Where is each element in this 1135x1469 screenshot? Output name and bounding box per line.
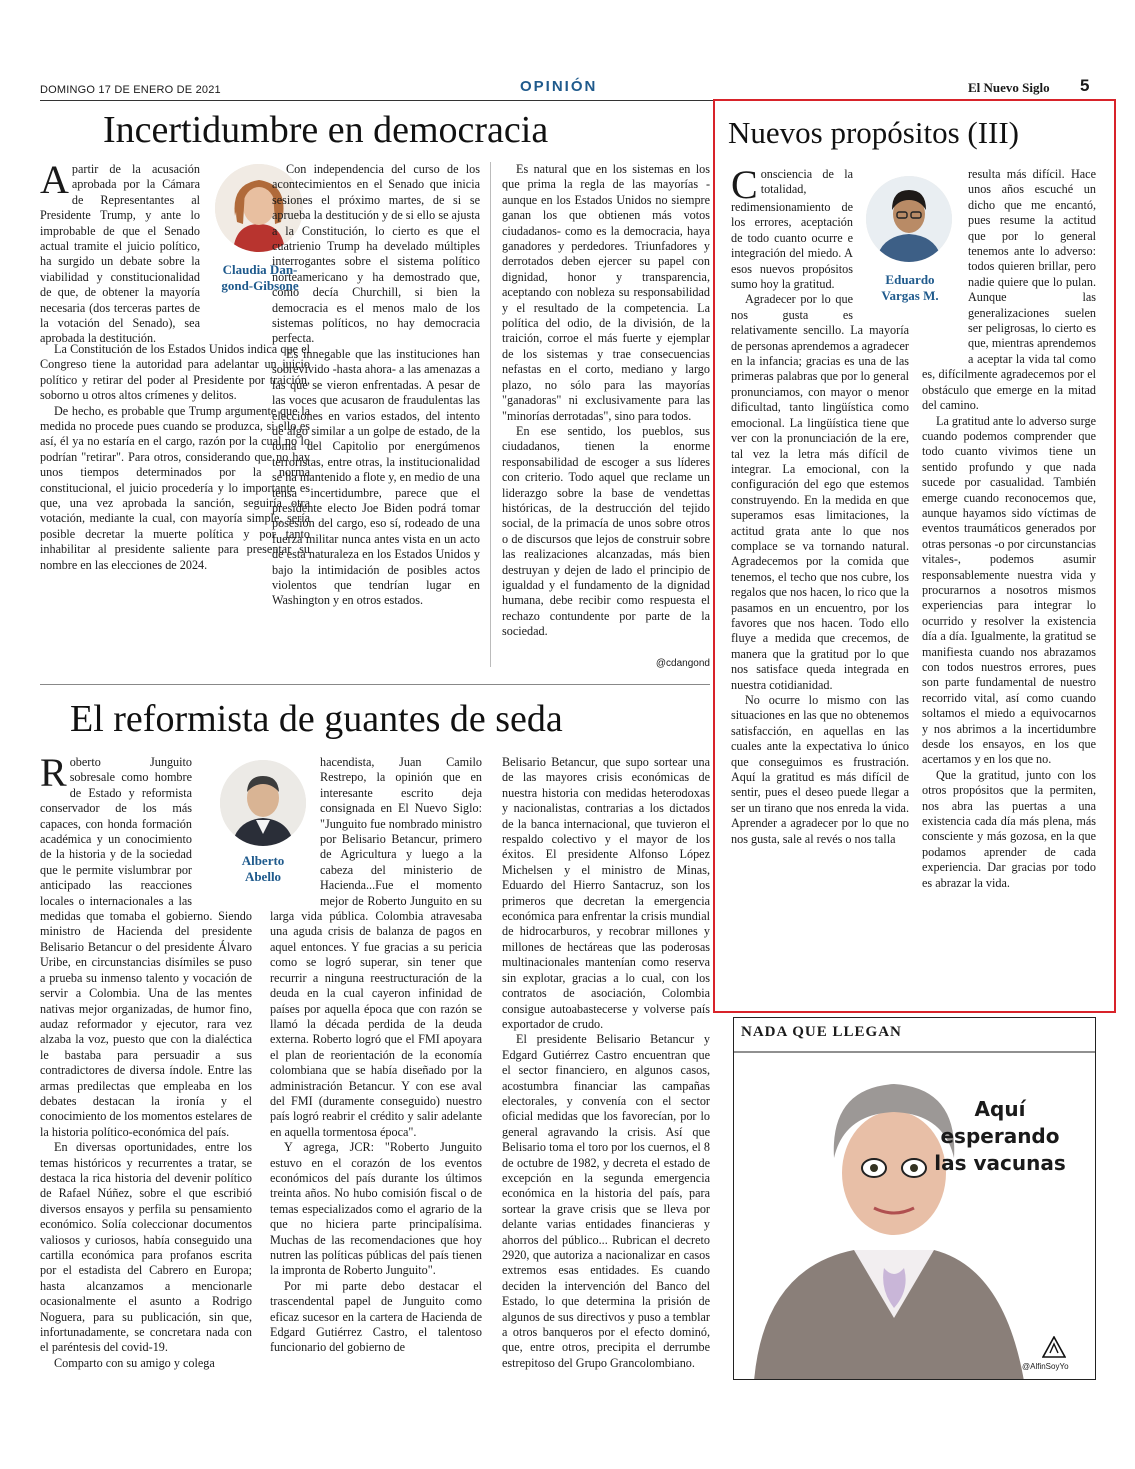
section-name: OPINIÓN xyxy=(520,78,598,95)
article2-col1 xyxy=(40,750,252,1371)
article3-dropcap: C xyxy=(731,162,758,207)
article1-col3-p1: Es natural que en los sistemas en los que prima la regla de las mayorías -aunque en los Estados Unidos no siempre ganan los que obtienen más votos ciudadanos- como es la democracia, haya ganadores y perdedores. Triunfadores y derrotados deben ejercer su papel con dignidad, honor y transparencia, aceptando con nobleza su responsabilidad y el resultado de la competencia. La política del odio, de la división, de la traición, corroe el más fuerte y ejemplar de los sistemas y trae consecuencias nefastas en el corto, mediano y largo plazo, no sólo para las mayorías "ganadoras" ni exclusivamente para las "minorías derrotadas", sino para todos. xyxy=(502,162,710,423)
article1-col1-p2: La Constitución de los Estados Unidos indica que el Congreso tiene la autoridad para adelantar un juicio político y retirar del poder al Presidente por traición, soborno u otros altos crímenes y delitos. xyxy=(40,342,310,403)
cartoonist-logo-icon xyxy=(1042,1336,1066,1358)
article1-col2 xyxy=(272,162,480,609)
article2-col2-p1: hacendista, Juan Camilo Restrepo, la opinión que en interesante escrito deja consignada en El Nuevo Siglo: "Junguito fue nombrado ministro por Belisario Betancur, primero de Agricultura y luego a la cabeza del ministerio de Hacienda...Fue el momento mejor de Roberto Junguito en su larga vida pública. Colombia atravesaba una aguda crisis de balanza de pagos en aquel entonces. Y fue gracias a su pericia como se logró superar, sin tener que recurrir a ninguna reestructuración de la deuda en la cual cayeron infinidad de países por aquella época que con razón se llamó la década perdida de la deuda externa. Roberto logró que el FMI apoyara el plan de reorientación de la economía colombiana que se había diseñado por la administración Betancur. Y con ese aval del FMI (duramente conseguido) nuestro país logró reabrir el crédito y salir adelante en aquella tormentosa época". xyxy=(270,755,482,1139)
article2-col2 xyxy=(270,755,482,1356)
article2-col1-p1: Roberto Junguito sobresale como hombre de Estado y reformista conservador de los más capaces, con honda formación académica y un conocimiento de la historia y de la sociedad que le permite vislumbrar por anticipado las reacciones locales o internacionales a las medidas que tomaba el gobierno. Siendo ministro de Hacienda del presidente Belisario Betancur o del presidente Álvaro Uribe, en circunstancias disímiles se puso a prueba su inmenso talento y vocación de servir a Colombia. Una de las mentes nativas mejor organizadas, de humor fino, audaz reformador y ejecutor, rara vez alzaba la voz, puesto que con la dialéctica le bastaba para persuadir a sus contradictores de diversa índole. Entre las armas predilectas que empleaba en los debates destacan la ironía y el conocimiento de los momentos estelares de la historia político-económica del país. xyxy=(40,750,252,1139)
article3-author: Eduardo Vargas M. xyxy=(881,272,939,303)
article2-col2-p2: Y agrega, JCR: "Roberto Junguito estuvo en el corazón de los eventos económicos del país durante los últimos treinta años. No hubo comisión fiscal o de temas especializados como el agrario de la que no hiciera parte principalísima. Muchas de las recomendaciones que hoy nutren las políticas públicas del país tienen la impronta de Roberto Junguito". xyxy=(270,1140,482,1278)
article2-col1-p3: Comparto con su amigo y colega xyxy=(54,1355,215,1370)
article1-twitter-handle: @cdangond xyxy=(655,658,710,669)
article1-col1-p3: De hecho, es probable que Trump argumente que la medida no procede pues cuando se produzca, si ello es así, él ya no estaría en el cargo, razón por la cual no lo podrían "retirar". Para otros, considerando que no hay unos tiempos determinados por la norma constitucional, el juicio procedería y lo importante es que, una vez aprobada la sanción, seguiría otra votación, mediante la cual, con mayoría simple, sería posible decretar la muerte política y por tanto inhabilitar al presidente saliente para presentar su nombre en las elecciones de 2024. xyxy=(40,403,310,572)
article3-col1-p1: Consciencia de la totalidad, redimensionamiento de los errores, aceptación de todo cuanto ocurre e integración del miedo. A esos nuevos propósitos sumo hoy la gratitud. xyxy=(731,162,853,292)
article2-headline: El reformista de guantes de seda xyxy=(70,698,563,740)
article1-col3-p2: En ese sentido, los pueblos, sus ciudadanos, tienen la enorme responsabilidad de escoger a sus líderes con criterio. Todo aquel que reclame un liderazgo sobre la base de vendettas históricas, de la destrucción del tejido social, de la primacía de unos sobre otros o de discursos que lejos de construir sobre las realizaciones alcanzadas, más bien destruyan y dejen de lado el principio de igualdad y el fundamento de la dignidad humana, debe recibir como respuesta el rechazo contundente por parte de la sociedad. xyxy=(502,423,710,639)
newspaper-logo: El Nuevo Siglo xyxy=(968,80,1050,95)
article-divider xyxy=(40,684,710,685)
article1-author: Claudia Dan- gond-Gibsone xyxy=(221,262,299,293)
article3-col1 xyxy=(731,162,909,847)
article2-author: Alberto Abello xyxy=(241,853,285,884)
article3-col1-p2: Agradecer por lo que nos gusta es relativamente sencillo. La mayoría de personas aprendemos a agradecer en la infancia; gracias es una de las primeras palabras que por lo general pronunciamos, con mayor o menor dificultad, tanto lingüística como emocional. La lingüística tiene que ver con la pronunciación de la ere, tal vez la letra más difícil de integrar. La emocional, con la configuración del ego que estemos construyendo. En la medida en que superamos esas limitaciones, la actitud grata ante lo que nos complace se va tornando natural. Agradecemos por la comida que tenemos, el techo que nos cubre, los regalos que nos hacen, lo rico que la pasamos en un encuentro, por los favores que nos hacen. Todo ello fluye a medida que crecemos, de manera que la gratitud por lo que nos satisface queda integrada en nuestra cotidianidad. xyxy=(731,292,909,692)
article2-col2-indent xyxy=(270,755,320,905)
editorial-cartoon xyxy=(733,1017,1096,1380)
article3-col2 xyxy=(922,167,1096,891)
article1-col3 xyxy=(502,162,710,640)
article1-headline: Incertidumbre en democracia xyxy=(103,109,549,151)
article1-col2-p2: Es innegable que las instituciones han sobrevivido -hasta ahora- a las amenazas a las que se vieron enfrentadas. A pesar de las voces que acusaron de fraudulentas las elecciones en varios estados, del intento de algo similar a un golpe de estado, de la toma del Capitolio por energúmenos terroristas, entre otras, la institucionalidad se ha mantenido a flote y, en medio de una tensa incertidumbre, parece que el presidente electo Joe Biden podrá tomar posesión del cargo, eso sí, rodeado de una fuerza militar nunca antes vista en un acto de esta naturaleza en los Estados Unidos y bajo la intimidación de posibles actos violentos que tendrían lugar en Washington y en otros estados. xyxy=(272,346,480,608)
article3-headline: Nuevos propósitos (III) xyxy=(728,115,1020,150)
article3-col2-indent xyxy=(922,167,968,355)
article2-col3-p1: Belisario Betancur, que supo sortear una de las mayores crisis económicas de nuestra historia con medidas heterodoxas y nacionalistas, contrarias a los dictados de la banca internacional, que tuvieron el respaldo colectivo y el mayor de los éxitos. El presidente Alfonso López Michelsen y el ministro de Minas, Eduardo del Hierro Santacruz, son los primeros que decretan la emergencia económica para enfrentar la crisis mundial de hidrocarburos, y recobrar millones y millones de hectáreas que las poderosas multinacionales mantenían como reserva sin explotar, gracias a lo cual, con los contratos de asociación, Colombia consigue autoabastecerse y volverse país exportador de crudo. xyxy=(502,755,710,1031)
cartoon-illustration xyxy=(734,1018,1096,1380)
article3-col2-p1: resulta más difícil. Hace unos años escuché un dicho que me encantó, pues resume la actitud que por lo general tenemos ante lo adverso: todos quieren brillar, pero nadie quiere que lo pulan. Aunque las generalizaciones suelen ser peligrosas, lo cierto es que, mientras aprendemos a aceptar la vida tal como es, difícilmente agradecemos por el obstáculo que emerge en la mitad del camino. xyxy=(922,167,1096,413)
article1-col2-p1: Con independencia del curso de los acontecimientos en el Senado que inicia sesiones el próximo martes, de si se aprueba la destitución y de si ello se ajusta a la Constitución, lo cierto es que el cuatrienio Trump ha develado múltiples interrogantes sobre el sistema político norteamericano y ha demostrado que, como decía Churchill, si bien la democracia es el menos malo de los sistemas políticos, no hay democracia perfecta. xyxy=(272,162,480,346)
column-divider xyxy=(490,162,491,667)
article2-dropcap: R xyxy=(40,750,67,795)
edition-date: DOMINGO 17 DE ENERO DE 2021 xyxy=(40,84,221,96)
article1-dropcap: A xyxy=(40,157,69,202)
article2-col3-p2: El presidente Belisario Betancur y Edgard Gutiérrez Castro encuentran que el sector financiero, en algunos casos, acostumbra financiar las campañas electorales, y convenía con el sector oficial medidas que los favorecían, por lo general agravando la crisis. Así que Belisario toma el toro por los cuernos, el 8 de octubre de 1982, y decreta el estado de excepción en la segunda emergencia económica en la historia del país, para sortear la grave crisis que se lleva por delante varias entidades financieras y ahorros del público... Rubrican el decreto 2920, que autoriza a nacionalizar en casos extremos esas entidades. Es cuando deciden la intervención del Banco del Estado, lo que determina la prisión de algunos de sus directivos y puso a temblar a otros banqueros por el efecto dominó, que, entre otros, precipita el derrumbe estrepitoso del Grupo Grancolombiano. xyxy=(502,1032,710,1370)
article3-col2-p3: Que la gratitud, junto con los otros propósitos que la permiten, nos abra las puertas a una existencia cada día más plena, más consciente y más gozosa, en la que podamos aprender de cada experiencia. Dar gracias por todo es abrazar la vida. xyxy=(922,767,1096,890)
cartoon-title: NADA QUE LLEGAN xyxy=(741,1024,902,1040)
article3-col2-p2: La gratitud ante lo adverso surge cuando podemos comprender que todo cuanto vivimos tiene un sentido profundo y que nada sucede por casualidad. También emerge cuando reconocemos que, aunque hayamos sido víctimas de eventos traumáticos generados por otras personas -o por circunstancias vitales-, podemos asumir responsablemente nuestra vida y procurarnos a nosotros mismos experiencias para integrar lo ocurrido y resolver la existencia día a día. Igualmente, la gratitud se manifiesta cuando nos abrazamos con todos nuestros errores, pues son parte fundamental de nuestro recorrido vital, así como cuando soltamos el miedo a equivocarnos y nos abrimos a la incertidumbre desde los ensayos, en los que acertamos y en los que no. xyxy=(922,413,1096,767)
cartoon-speech-text: Aquí esperando las vacunas xyxy=(934,1097,1066,1175)
article3-col1-p3: No ocurre lo mismo con las situaciones en las que no obtenemos satisfacción, en aquellas en las cuales ante la expectativa lo único que conseguimos es frustración. Aquí la gratitud es más difícil de sentir, pues el deseo puede llegar a ser un tirano que nos enreda la vida. Aprender a agradecer por lo que no nos gusta, sale al revés o nos talla xyxy=(731,693,909,846)
article1-col1-p1: Apartir de la acusación aprobada por la Cámara de Representantes al Presidente Trump, y ante lo improbable de que el Senado actual tramite el juicio político, ha surgido un debate sobre la viabilidad y constitucionalidad de que, de obtener la mayoría necesaria (dos terceras partes de la votación del Senado), sea aprobada la destitución. xyxy=(40,157,200,346)
article2-col3 xyxy=(502,755,710,1371)
article2-col2-p3: Por mi parte debo destacar el trascendental papel de Junguito como eficaz sucesor en la cartera de Hacienda de Edgard Gutiérrez Castro, el talentoso funcionario del gobierno de xyxy=(270,1278,482,1355)
page-number: 5 xyxy=(1080,76,1090,95)
cartoonist-credit: @AlfinSoyYo xyxy=(1022,1362,1069,1371)
article2-col1-p2: En diversas oportunidades, entre los temas históricos y recurrentes a tratar, se destaca la rica historia del devenir político de Rafael Núñez, sobre el que escribió diversos ensayos y perfila su pensamiento económico. Solía coleccionar documentos valiosos y curiosos, había conseguido una cartilla económica para profanos escrita por el estadista del Cabrero en Europa; hasta alcanzamos a mencionarle ocasionalmente el asunto a Rodrigo Noguera, para su publicación, sin que, infortunadamente, se concretara nada con el paréntesis del covid-19. xyxy=(40,1140,252,1355)
